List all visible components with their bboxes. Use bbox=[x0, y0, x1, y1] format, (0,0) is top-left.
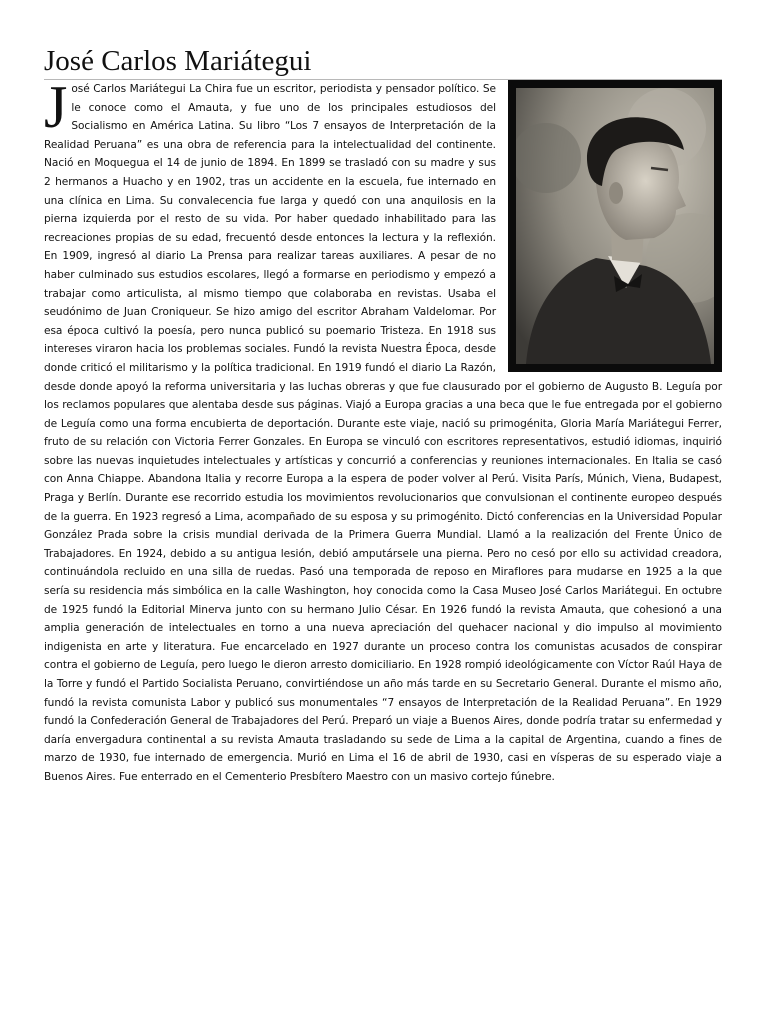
article-body bbox=[44, 74, 722, 787]
portrait-image bbox=[516, 88, 714, 364]
article-text: osé Carlos Mariátegui La Chira fue un escritor, periodista y pensador político. Se le conoce como el Amauta, y fue uno de los principales estudiosos del Socialismo en América Latina. Su libro “Los 7 ensayos de Interpretación de la Realidad Peruana” es una obra de referencia para la intelectualidad del continente. Nació en Moquegua el 14 de junio de 1894. En 1899 se trasladó con su madre y sus 2 hermanos a Huacho y en 1902, tras un accidente en la escuela, fue internado en una clínica en Lima. Su convalecencia fue larga y quedó con una anquilosis en la pierna izquierda por el resto de su vida. Por haber quedado inhabilitado para las recreaciones propias de su edad, frecuentó desde entonces la lectura y la reflexión. En 1909, ingresó al diario La Prensa para realizar tareas auxiliares. A pesar de no haber culminado sus estudios escolares, llegó a formarse en periodismo y empezó a trabajar como articulista, al mismo tiempo que colaboraba en revistas. Usaba el seudónimo de Juan Croniqueur. Se hizo amigo del escritor Abraham Valdelomar. Por esa época cultivó la poesía, pero nunca publicó su poemario Tristeza. En 1918 sus intereses viraron hacia los problemas sociales. Fundó la revista Nuestra Época, desde donde criticó el militarismo y la política tradicional. En 1919 fundó el diario La Razón, desde donde apoyó la reforma universitaria y las luchas obreras y que fue clausurado por el gobierno de Augusto B. Leguía por los reclamos populares que alentaba desde sus páginas. Viajó a Europa gracias a una beca que le fue entregada por el gobierno de Leguía como una forma encubierta de deportación. Durante este viaje, nació su primogénita, Gloria María Mariátegui Ferrer, fruto de su relación con Victoria Ferrer Gonzales. En Europa se vinculó con escritores representativos, estudió idiomas, inquirió sobre las nuevas inquietudes intelectuales y artísticas y concurrió a conferencias y reuniones internacionales. En Italia se casó con Anna Chiappe. Abandona Italia y recorre Europa a la espera de poder volver al Perú. Visita París, Múnich, Viena, Budapest, Praga y Berlín. Durante ese recorrido estudia los movimientos revolucionarios que convulsionan el continente europeo después de la guerra. En 1923 regresó a Lima, acompañado de su esposa y su primogénito. Dictó conferencias en la Universidad Popular González Prada sobre la crisis mundial derivada de la Primera Guerra Mundial. Llamó a la realización del Frente Único de Trabajadores. En 1924, debido a su antigua lesión, debió amputársele una pierna. Pero no cesó por ello su actividad creadora, continuándola recluido en una silla de ruedas. Pasó una temporada de reposo en Miraflores para mudarse en 1925 a la que sería su residencia más simbólica en la calle Washington, hoy conocida como la Casa Museo José Carlos Mariátegui. En octubre de 1925 fundó la Editorial Minerva junto con su hermano Julio César. En 1926 fundó la revista Amauta, que cohesionó a una amplia generación de intelectuales en torno a una nueva apreciación del quehacer nacional y dio impulso al movimiento indigenista en arte y literatura. Fue encarcelado en 1927 durante un proceso contra los comunistas acusados de conspirar contra el gobierno de Leguía, pero luego le dieron arresto domiciliario. En 1928 rompió ideológicamente con Víctor Raúl Haya de la Torre y fundó el Partido Socialista Peruano, convirtiéndose un año más tarde en su Secretario General. Durante el mismo año, fundó la revista comunista Labor y publicó sus monumentales “7 ensayos de Interpretación de la Realidad Peruana”. En 1929 fundó la Confederación General de Trabajadores del Perú. Preparó un viaje a Buenos Aires, donde podría tratar su enfermedad y daría envergadura continental a su revista Amauta trasladando su sede de Lima a la capital de Argentina, cuando a fines de marzo de 1930, fue internado de emergencia. Murió en Lima el 16 de abril de 1930, casi en vísperas de su esperado viaje a Buenos Aires. Fue enterrado en el Cementerio Presbítero Maestro con un masivo cortejo fúnebre. bbox=[44, 83, 722, 783]
page-title: José Carlos Mariátegui bbox=[44, 45, 312, 77]
portrait-photo bbox=[508, 80, 722, 372]
drop-cap: J bbox=[44, 74, 68, 140]
